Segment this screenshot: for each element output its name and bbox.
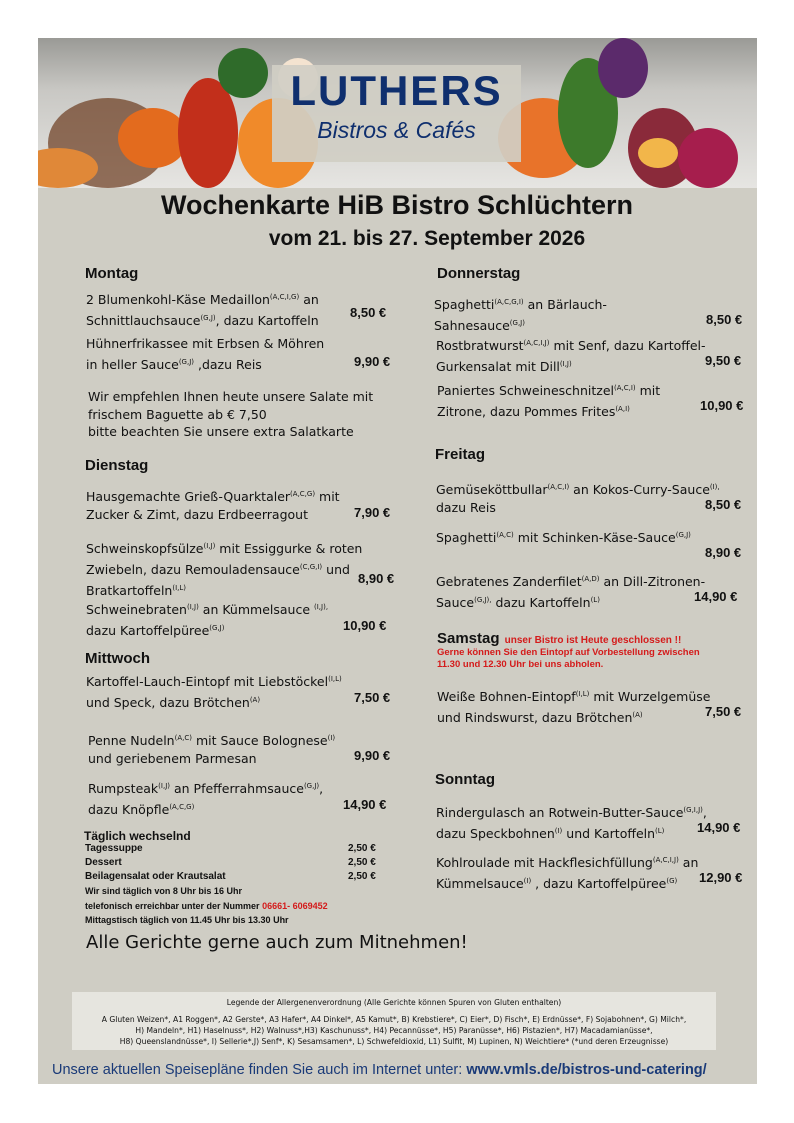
dish-line: dazu Speckbohnen$^{(I)}$ und Kartoffeln$^{(L)}$ [436, 826, 665, 841]
allergen-codes: (I,L) [328, 675, 342, 683]
dish-samstag-1 [437, 685, 710, 727]
dish-mittwoch-3 [88, 777, 323, 819]
dish-line: Rumpsteak$^{(I,J)}$ an Pfefferrahmsauce$^{(G,J)}$, [88, 781, 324, 796]
date-range: vom 21. bis 27. September 2026 [268, 227, 586, 250]
price-donnerstag-2: 9,50 € [705, 353, 742, 368]
dish-mittwoch-1 [86, 670, 342, 712]
dish-donnerstag-3 [437, 379, 660, 421]
allergen-codes: (A,C,I,J) [523, 339, 550, 347]
dish-sonntag-1 [436, 801, 707, 843]
legend-title: Legende der Allergenenverordnung (Alle Gerichte können Spuren von Gluten enthalten) [226, 998, 562, 1007]
dish-line: Rostbratwurst$^{(A,C,I,J)}$ mit Senf, dazu Kartoffel- [436, 338, 706, 353]
dish-line: Zwiebeln, dazu Remouladensauce$^{(C,G,I)}$ und [86, 562, 350, 577]
price-dienstag-3: 10,90 € [343, 618, 387, 633]
allergen-legend [72, 992, 716, 1050]
dish-line: Kohlroulade mit Hackflesichfüllung$^{(A,C,I,J)}$ an [436, 855, 699, 870]
allergen-codes: (G) [666, 877, 678, 885]
price-montag-2: 9,90 € [354, 354, 391, 369]
legend-line: A Gluten Weizen*, A1 Roggen*, A2 Gerste*, A3 Hafer*, A4 Dinkel*, A5 Kamut*, B) Krebstiere*, C) Eier*, D) Fisch*, E) Erdnüsse*, F) Sojabohnen*, G) Milch*, [101, 1015, 687, 1024]
footer [52, 1062, 707, 1078]
allergen-codes: (A,C) [496, 531, 514, 539]
dish-line: Kümmelsauce$^{(I)}$ , dazu Kartoffelpüree$^{(G)}$ [436, 876, 678, 891]
allergen-codes: (A,D) [581, 575, 600, 583]
preorder-notice: Gerne können Sie den Eintopf auf Vorbestellung zwischen [437, 647, 700, 658]
dish-line: Sauce$^{(G,J),}$ dazu Kartoffeln$^{(L)}$ [436, 595, 600, 610]
footer-url[interactable]: www.vmls.de/bistros-und-catering/ [466, 1062, 707, 1078]
price-freitag-2: 8,90 € [705, 545, 742, 560]
dish-line: Paniertes Schweineschnitzel$^{(A,C,I)}$ mit [437, 383, 661, 398]
price-sonntag-1: 14,90 € [697, 820, 741, 835]
dish-line: dazu Reis [436, 500, 496, 515]
dish-line: 2 Blumenkohl-Käse Medaillon$^{(A,C,I,G)}$ an [86, 292, 319, 307]
legend-line: H8) Queenslandnüsse*, I) Sellerie*,J) Senf*, K) Sesamsamen*, L) Schwefeldioxid, L1) Sulfit, M) Lupinen, N) Weichtiere* (*und deren Erzeugnisse) [119, 1037, 669, 1046]
allergen-codes: (A,C,I) [547, 483, 570, 491]
phone-line [85, 901, 328, 911]
dish-line: und geriebenem Parmesan [88, 751, 257, 766]
dish-line: dazu Kartoffelpüree$^{(G,J)}$ [86, 623, 225, 638]
dish-montag-1 [86, 288, 319, 330]
allergen-codes: (I,L) [172, 584, 186, 592]
dish-line: Schnittlauchsauce$^{(G,J)}$, dazu Kartoffeln [86, 313, 319, 328]
allergen-codes: (C,G,I) [299, 563, 323, 571]
salad-note-line: bitte beachten Sie unsere extra Salatkarte [88, 424, 354, 439]
price-dienstag-1: 7,90 € [354, 505, 391, 520]
daily-item-label: Tagessuppe [85, 843, 143, 854]
phone-number: 06661- 6069452 [262, 901, 328, 911]
dish-donnerstag-1 [434, 293, 607, 335]
dish-line: Schweinskopfsülze$^{(I,J)}$ mit Essiggurke & roten [86, 541, 363, 556]
lunch-hours: Mittagstisch täglich von 11.45 Uhr bis 13.30 Uhr [85, 915, 289, 925]
daily-item-price: 2,50 € [348, 843, 376, 854]
price-samstag-1: 7,50 € [705, 704, 742, 719]
dish-line: und Speck, dazu Brötchen$^{(A)}$ [86, 695, 261, 710]
allergen-codes: (I,L) [575, 690, 590, 698]
allergen-codes: (I,J) [203, 542, 216, 550]
dish-line: dazu Knöpfle$^{(A,C,G)}$ [88, 802, 195, 817]
day-heading-sonntag: Sonntag [435, 771, 495, 788]
dish-freitag-3 [436, 570, 705, 612]
allergen-codes: (I) [554, 827, 563, 835]
price-freitag-3: 14,90 € [694, 589, 738, 604]
opening-hours: Wir sind täglich von 8 Uhr bis 16 Uhr [85, 886, 242, 896]
allergen-codes: (I,J) [559, 360, 572, 368]
allergen-codes: (G,J) [209, 624, 225, 632]
dish-dienstag-1 [86, 485, 340, 524]
dish-dienstag-3 [86, 598, 328, 640]
legend-line: H) Mandeln*, H1) Haselnuss*, H2) Walnuss*,H3) Kaschunuss*, H4) Pecannüsse*, H5) Paranüsse*, H6) Pistazien*, H7) Macadamianüsse*, [135, 1026, 653, 1035]
price-dienstag-2: 8,90 € [358, 571, 395, 586]
logo-name: LUTHERS [290, 67, 503, 114]
dish-line: Sahnesauce$^{(G,J)}$ [434, 318, 525, 333]
daily-item-price: 2,50 € [348, 857, 376, 868]
allergen-codes: (G,J) [200, 314, 216, 322]
page-title: Wochenkarte HiB Bistro Schlüchtern [160, 190, 634, 220]
dish-donnerstag-2 [436, 334, 706, 376]
dish-line: Spaghetti$^{(A,C)}$ mit Schinken-Käse-Sauce$^{(G,J)}$ [436, 530, 691, 545]
allergen-codes: (A,C,I,J) [652, 856, 679, 864]
price-freitag-1: 8,50 € [705, 497, 742, 512]
dish-line: Weiße Bohnen-Eintopf$^{(I,L)}$ mit Wurzelgemüse [437, 689, 711, 704]
allergen-codes: (G,J) [178, 358, 194, 366]
dish-freitag-2 [436, 526, 691, 547]
closed-notice: unser Bistro ist Heute geschlossen !! [504, 635, 682, 646]
price-mittwoch-3: 14,90 € [343, 797, 387, 812]
price-sonntag-2: 12,90 € [699, 870, 743, 885]
allergen-codes: (A,C,G) [290, 490, 316, 498]
dish-line: Gebratenes Zanderfilet$^{(A,D)}$ an Dill-Zitronen- [436, 574, 706, 589]
dish-line: Gurkensalat mit Dill$^{(I,J)}$ [436, 359, 572, 374]
allergen-codes: (G,J) [303, 782, 320, 790]
dish-montag-2 [86, 335, 324, 374]
footer-text: Unsere aktuellen Speisepläne finden Sie auch im Internet unter: [52, 1062, 463, 1078]
dish-line: Kartoffel-Lauch-Eintopf mit Liebstöckel$^{(I,L)}$ [86, 674, 342, 689]
dish-line: Hühnerfrikassee mit Erbsen & Möhren [86, 336, 325, 351]
dish-line: Hausgemachte Grieß-Quarktaler$^{(A,C,G)}$ mit [86, 489, 340, 504]
dish-line: Penne Nudeln$^{(A,C)}$ mit Sauce Bolognese$^{(I)}$ [88, 733, 336, 748]
day-heading-freitag: Freitag [435, 446, 486, 463]
salad-note [88, 388, 373, 441]
dish-line: in heller Sauce$^{(G,J)}$ ,dazu Reis [86, 357, 262, 372]
dish-line: Bratkartoffeln$^{(I,L)}$ [86, 583, 186, 598]
allergen-codes: (A,C,G) [169, 803, 195, 811]
allergen-codes: (L) [655, 827, 665, 835]
logo-subtitle: Bistros & Cafés [317, 117, 476, 143]
price-montag-1: 8,50 € [350, 305, 387, 320]
price-donnerstag-1: 8,50 € [706, 312, 743, 327]
salad-note-line: Wir empfehlen Ihnen heute unsere Salate mit [88, 389, 374, 404]
dish-freitag-1 [436, 478, 720, 517]
day-heading-samstag: Samstag [437, 630, 500, 647]
luthers-logo [272, 65, 521, 162]
daily-heading: Täglich wechselnd [84, 829, 191, 843]
allergen-codes: (A,I) [615, 405, 630, 413]
daily-item-label: Dessert [85, 857, 122, 868]
allergen-codes: (A,C,I) [614, 384, 636, 392]
allergen-codes: (I,J) [186, 603, 199, 611]
price-mittwoch-1: 7,50 € [354, 690, 391, 705]
allergen-codes: (G,J) [509, 319, 525, 327]
allergen-codes: (A) [632, 711, 643, 719]
daily-item-price: 2,50 € [348, 871, 376, 882]
dish-line: Zucker & Zimt, dazu Erdbeerragout [86, 507, 308, 522]
dish-dienstag-2 [86, 537, 362, 600]
dish-line: Spaghetti$^{(A,C,G,I)}$ an Bärlauch- [434, 297, 607, 312]
price-donnerstag-3: 10,90 € [700, 398, 744, 413]
allergen-codes: (G,I,J) [683, 806, 703, 814]
allergen-codes: (A) [249, 696, 261, 704]
day-heading-donnerstag: Donnerstag [437, 265, 521, 282]
preorder-notice: 11.30 und 12.30 Uhr bei uns abholen. [437, 659, 604, 670]
salad-note-line: frischem Baguette ab € 7,50 [88, 406, 267, 422]
allergen-codes: (I) [327, 734, 336, 742]
phone-label: telefonisch erreichbar unter der Nummer [85, 901, 260, 911]
allergen-codes: (A,C,I,G) [269, 293, 300, 301]
allergen-codes: (A,C,G,I) [494, 298, 524, 306]
samstag-header [437, 628, 681, 647]
dish-mittwoch-2 [88, 729, 335, 768]
allergen-codes: (I,J), [314, 603, 329, 611]
day-heading-dienstag: Dienstag [85, 457, 149, 474]
allergen-codes: (I) [523, 877, 532, 885]
dish-line: und Rindswurst, dazu Brötchen$^{(A)}$ [437, 710, 643, 725]
allergen-codes: (G,J) [675, 531, 691, 539]
dish-sonntag-2 [436, 851, 698, 893]
day-heading-montag: Montag [85, 265, 139, 282]
dish-line: Rindergulasch an Rotwein-Butter-Sauce$^{(G,I,J)}$, [436, 805, 707, 820]
allergen-codes: (A,C) [174, 734, 192, 742]
allergen-codes: (G,J), [474, 596, 492, 604]
dish-line: Schweinebraten$^{(I,J)}$ an Kümmelsauce $^{(I,J),}$ [86, 602, 329, 617]
allergen-codes: (L) [590, 596, 600, 604]
price-mittwoch-2: 9,90 € [354, 748, 391, 763]
allergen-codes: (I), [709, 483, 720, 491]
dish-line: Zitrone, dazu Pommes Frites$^{(A,I)}$ [437, 404, 630, 419]
daily-item-label: Beilagensalat oder Krautsalat [85, 871, 226, 882]
takeaway-note: Alle Gerichte gerne auch zum Mitnehmen! [86, 932, 468, 953]
day-heading-mittwoch: Mittwoch [85, 650, 150, 667]
dish-line: Gemüseköttbullar$^{(A,C,I)}$ an Kokos-Curry-Sauce$^{(I),}$ [436, 482, 720, 497]
allergen-codes: (I,J) [158, 782, 170, 790]
